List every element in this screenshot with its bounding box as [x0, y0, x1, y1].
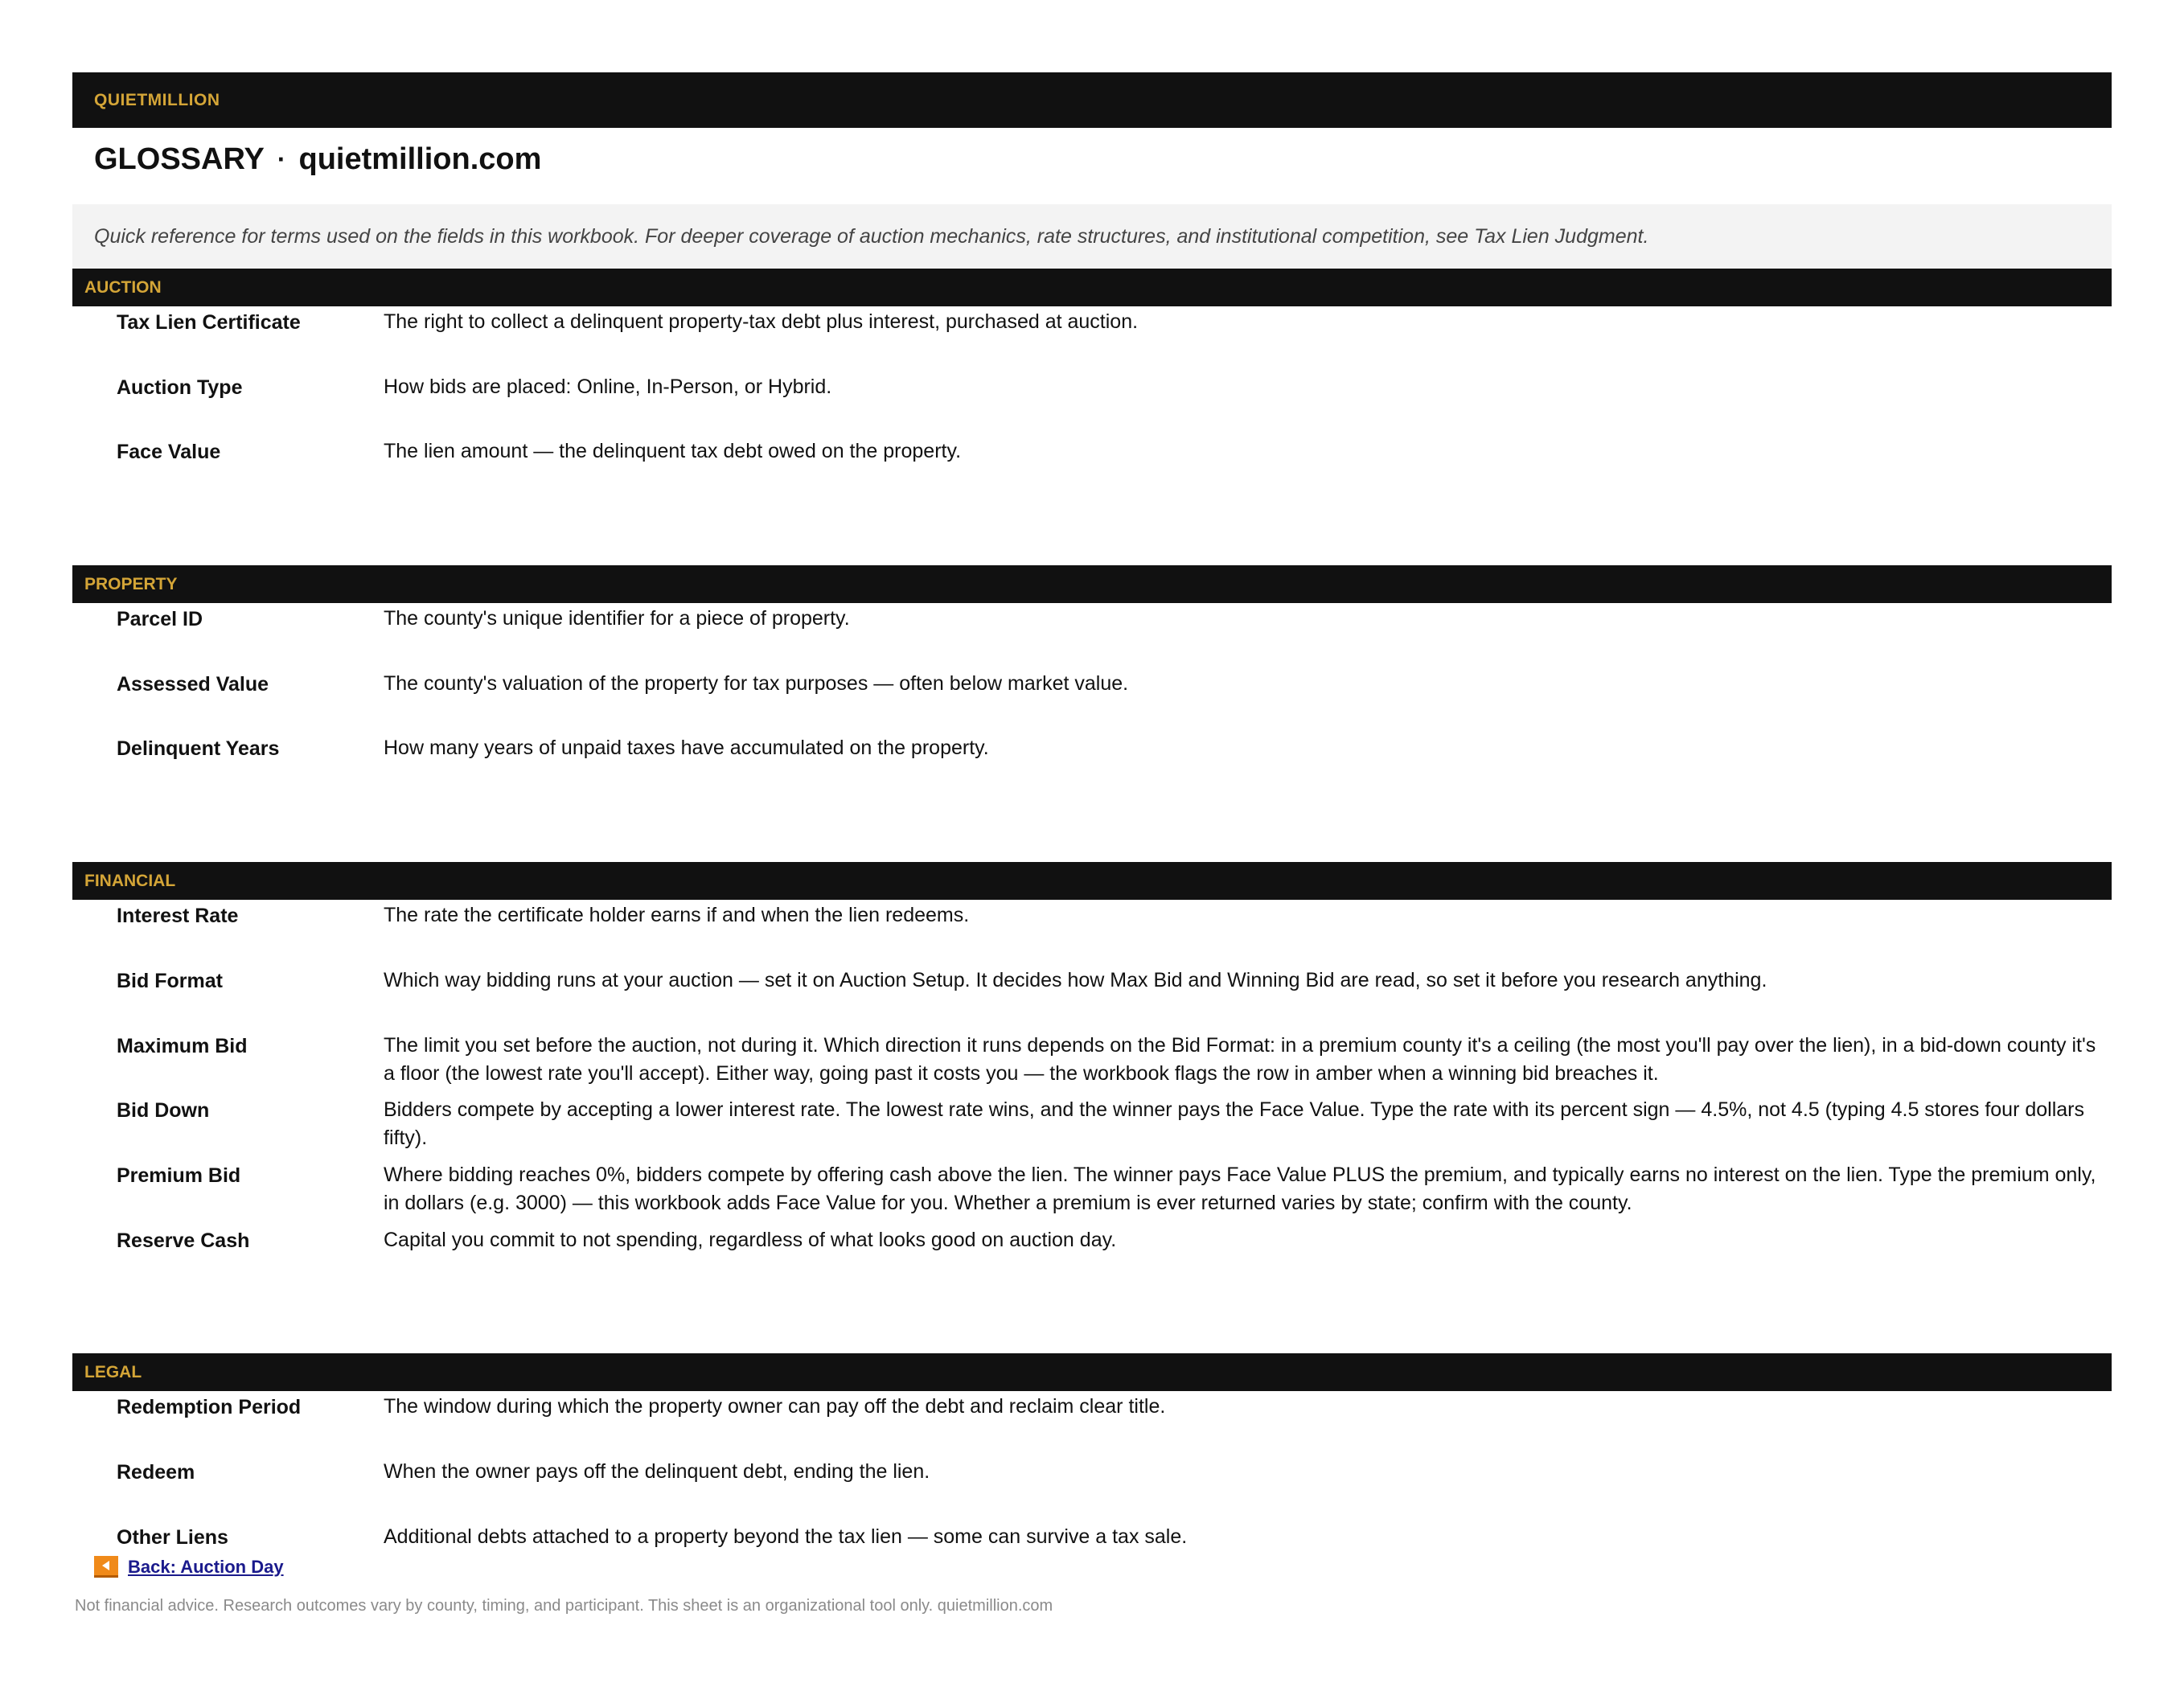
- glossary-row: [72, 668, 2112, 733]
- glossary-row: [72, 900, 2112, 965]
- page-title: [72, 128, 2112, 191]
- glossary-definition: How bids are placed: Online, In-Person, or Hybrid.: [384, 375, 832, 398]
- glossary-sections: [72, 269, 2112, 1586]
- glossary-term: Bid Format: [117, 969, 223, 992]
- section-property: [72, 565, 2112, 862]
- brand-bar: [72, 72, 2112, 128]
- glossary-row: [72, 436, 2112, 501]
- glossary-term: Auction Type: [117, 376, 243, 399]
- disclaimer: Not financial advice. Research outcomes vary by county, timing, and participant. This sheet is an organizational tool only. quietmillion.com: [75, 1597, 1053, 1615]
- section-header: [72, 565, 2112, 603]
- glossary-row: [72, 1225, 2112, 1290]
- back-auction-day-link[interactable]: [94, 1556, 284, 1578]
- glossary-definition: When the owner pays off the delinquent debt, ending the lien.: [384, 1459, 930, 1483]
- glossary-row: [72, 1391, 2112, 1456]
- section-header: [72, 862, 2112, 900]
- glossary-term: Interest Rate: [117, 905, 239, 928]
- glossary-term: Face Value: [117, 441, 221, 464]
- glossary-definition: The county's valuation of the property for tax purposes — often below market value.: [384, 671, 1129, 695]
- glossary-definition: Capital you commit to not spending, regardless of what looks good on auction day.: [384, 1228, 1117, 1251]
- glossary-definition: Bidders compete by accepting a lower interest rate. The lowest rate wins, and the winner pays the Face Value. Type the rate with its percent sign — 4.5%, not 4.5 (typing 4.5 stores four dollars fifty).: [384, 1098, 2085, 1150]
- glossary-term: Parcel ID: [117, 608, 203, 631]
- glossary-row: [72, 1030, 2112, 1095]
- section-header: [72, 269, 2112, 306]
- glossary-definition: The rate the certificate holder earns if and when the lien redeems.: [384, 904, 970, 927]
- glossary-term: Redemption Period: [117, 1396, 302, 1419]
- glossary-row: [72, 733, 2112, 798]
- glossary-row: [72, 603, 2112, 668]
- glossary-term: Reserve Cash: [117, 1229, 250, 1252]
- glossary-term: Tax Lien Certificate: [117, 311, 301, 334]
- section-legal: [72, 1353, 2112, 1586]
- glossary-definition: How many years of unpaid taxes have accumulated on the property.: [384, 737, 989, 760]
- title-separator: ·: [277, 144, 286, 174]
- glossary-row: [72, 1160, 2112, 1225]
- glossary-row: [72, 1094, 2112, 1160]
- glossary-definition: The right to collect a delinquent property-tax debt plus interest, purchased at auction.: [384, 310, 1139, 333]
- glossary-definition: Where bidding reaches 0%, bidders compete by offering cash above the lien. The winner pays Face Value PLUS the premium, and typically earns no interest on the lien. Type the premium only, in dollars (e.g. 3000) — this workbook adds Face Value for you. Whether a premium is ever returned varies by state; confirm with the county.: [384, 1163, 2096, 1214]
- glossary-definition: Which way bidding runs at your auction — set it on Auction Setup. It decides how Max Bid and Winning Bid are read, so set it before you research anything.: [384, 968, 1767, 991]
- glossary-definition: The window during which the property owner can pay off the debt and reclaim clear title.: [384, 1395, 1166, 1418]
- section-label: AUCTION: [84, 277, 162, 297]
- glossary-term: Assessed Value: [117, 672, 269, 696]
- glossary-term: Delinquent Years: [117, 737, 280, 761]
- back-link-label: Back: Auction Day: [128, 1556, 284, 1577]
- section-spacer: [72, 1289, 2112, 1353]
- section-auction: [72, 269, 2112, 565]
- glossary-row: [72, 1456, 2112, 1521]
- section-header: [72, 1353, 2112, 1391]
- brand-name: QUIETMILLION: [94, 90, 220, 109]
- glossary-row: [72, 1521, 2112, 1586]
- glossary-term: Redeem: [117, 1460, 195, 1484]
- section-spacer: [72, 798, 2112, 862]
- section-label: LEGAL: [84, 1362, 142, 1381]
- glossary-row: [72, 306, 2112, 371]
- glossary-term: Bid Down: [117, 1099, 210, 1123]
- intro-note: Quick reference for terms used on the fields in this workbook. For deeper coverage of auction mechanics, rate structures, and institutional competition, see Tax Lien Judgment.: [72, 204, 2112, 269]
- glossary-definition: The lien amount — the delinquent tax debt owed on the property.: [384, 440, 962, 463]
- triangle-left-icon: [94, 1556, 118, 1578]
- glossary-sheet: [72, 72, 2112, 1586]
- glossary-term: Other Liens: [117, 1525, 228, 1549]
- glossary-term: Maximum Bid: [117, 1034, 248, 1057]
- glossary-definition: The county's unique identifier for a piece of property.: [384, 607, 850, 630]
- glossary-row: [72, 965, 2112, 1030]
- section-label: FINANCIAL: [84, 871, 176, 890]
- title-site: quietmillion.com: [298, 142, 542, 176]
- glossary-definition: Additional debts attached to a property beyond the tax lien — some can survive a tax sale.: [384, 1525, 1188, 1548]
- glossary-term: Premium Bid: [117, 1164, 241, 1187]
- section-financial: [72, 862, 2112, 1353]
- glossary-row: [72, 371, 2112, 437]
- title-main: GLOSSARY: [94, 142, 265, 176]
- section-label: PROPERTY: [84, 574, 178, 593]
- section-spacer: [72, 501, 2112, 565]
- glossary-definition: The limit you set before the auction, not during it. Which direction it runs depends on the Bid Format: in a premium county it's a ceiling (the most you'll pay over the lien), in a bid-down county it's a floor (the lowest rate you'll accept). Either way, going past it costs you — the workbook flags the row in amber when a winning bid breaches it.: [384, 1033, 2096, 1085]
